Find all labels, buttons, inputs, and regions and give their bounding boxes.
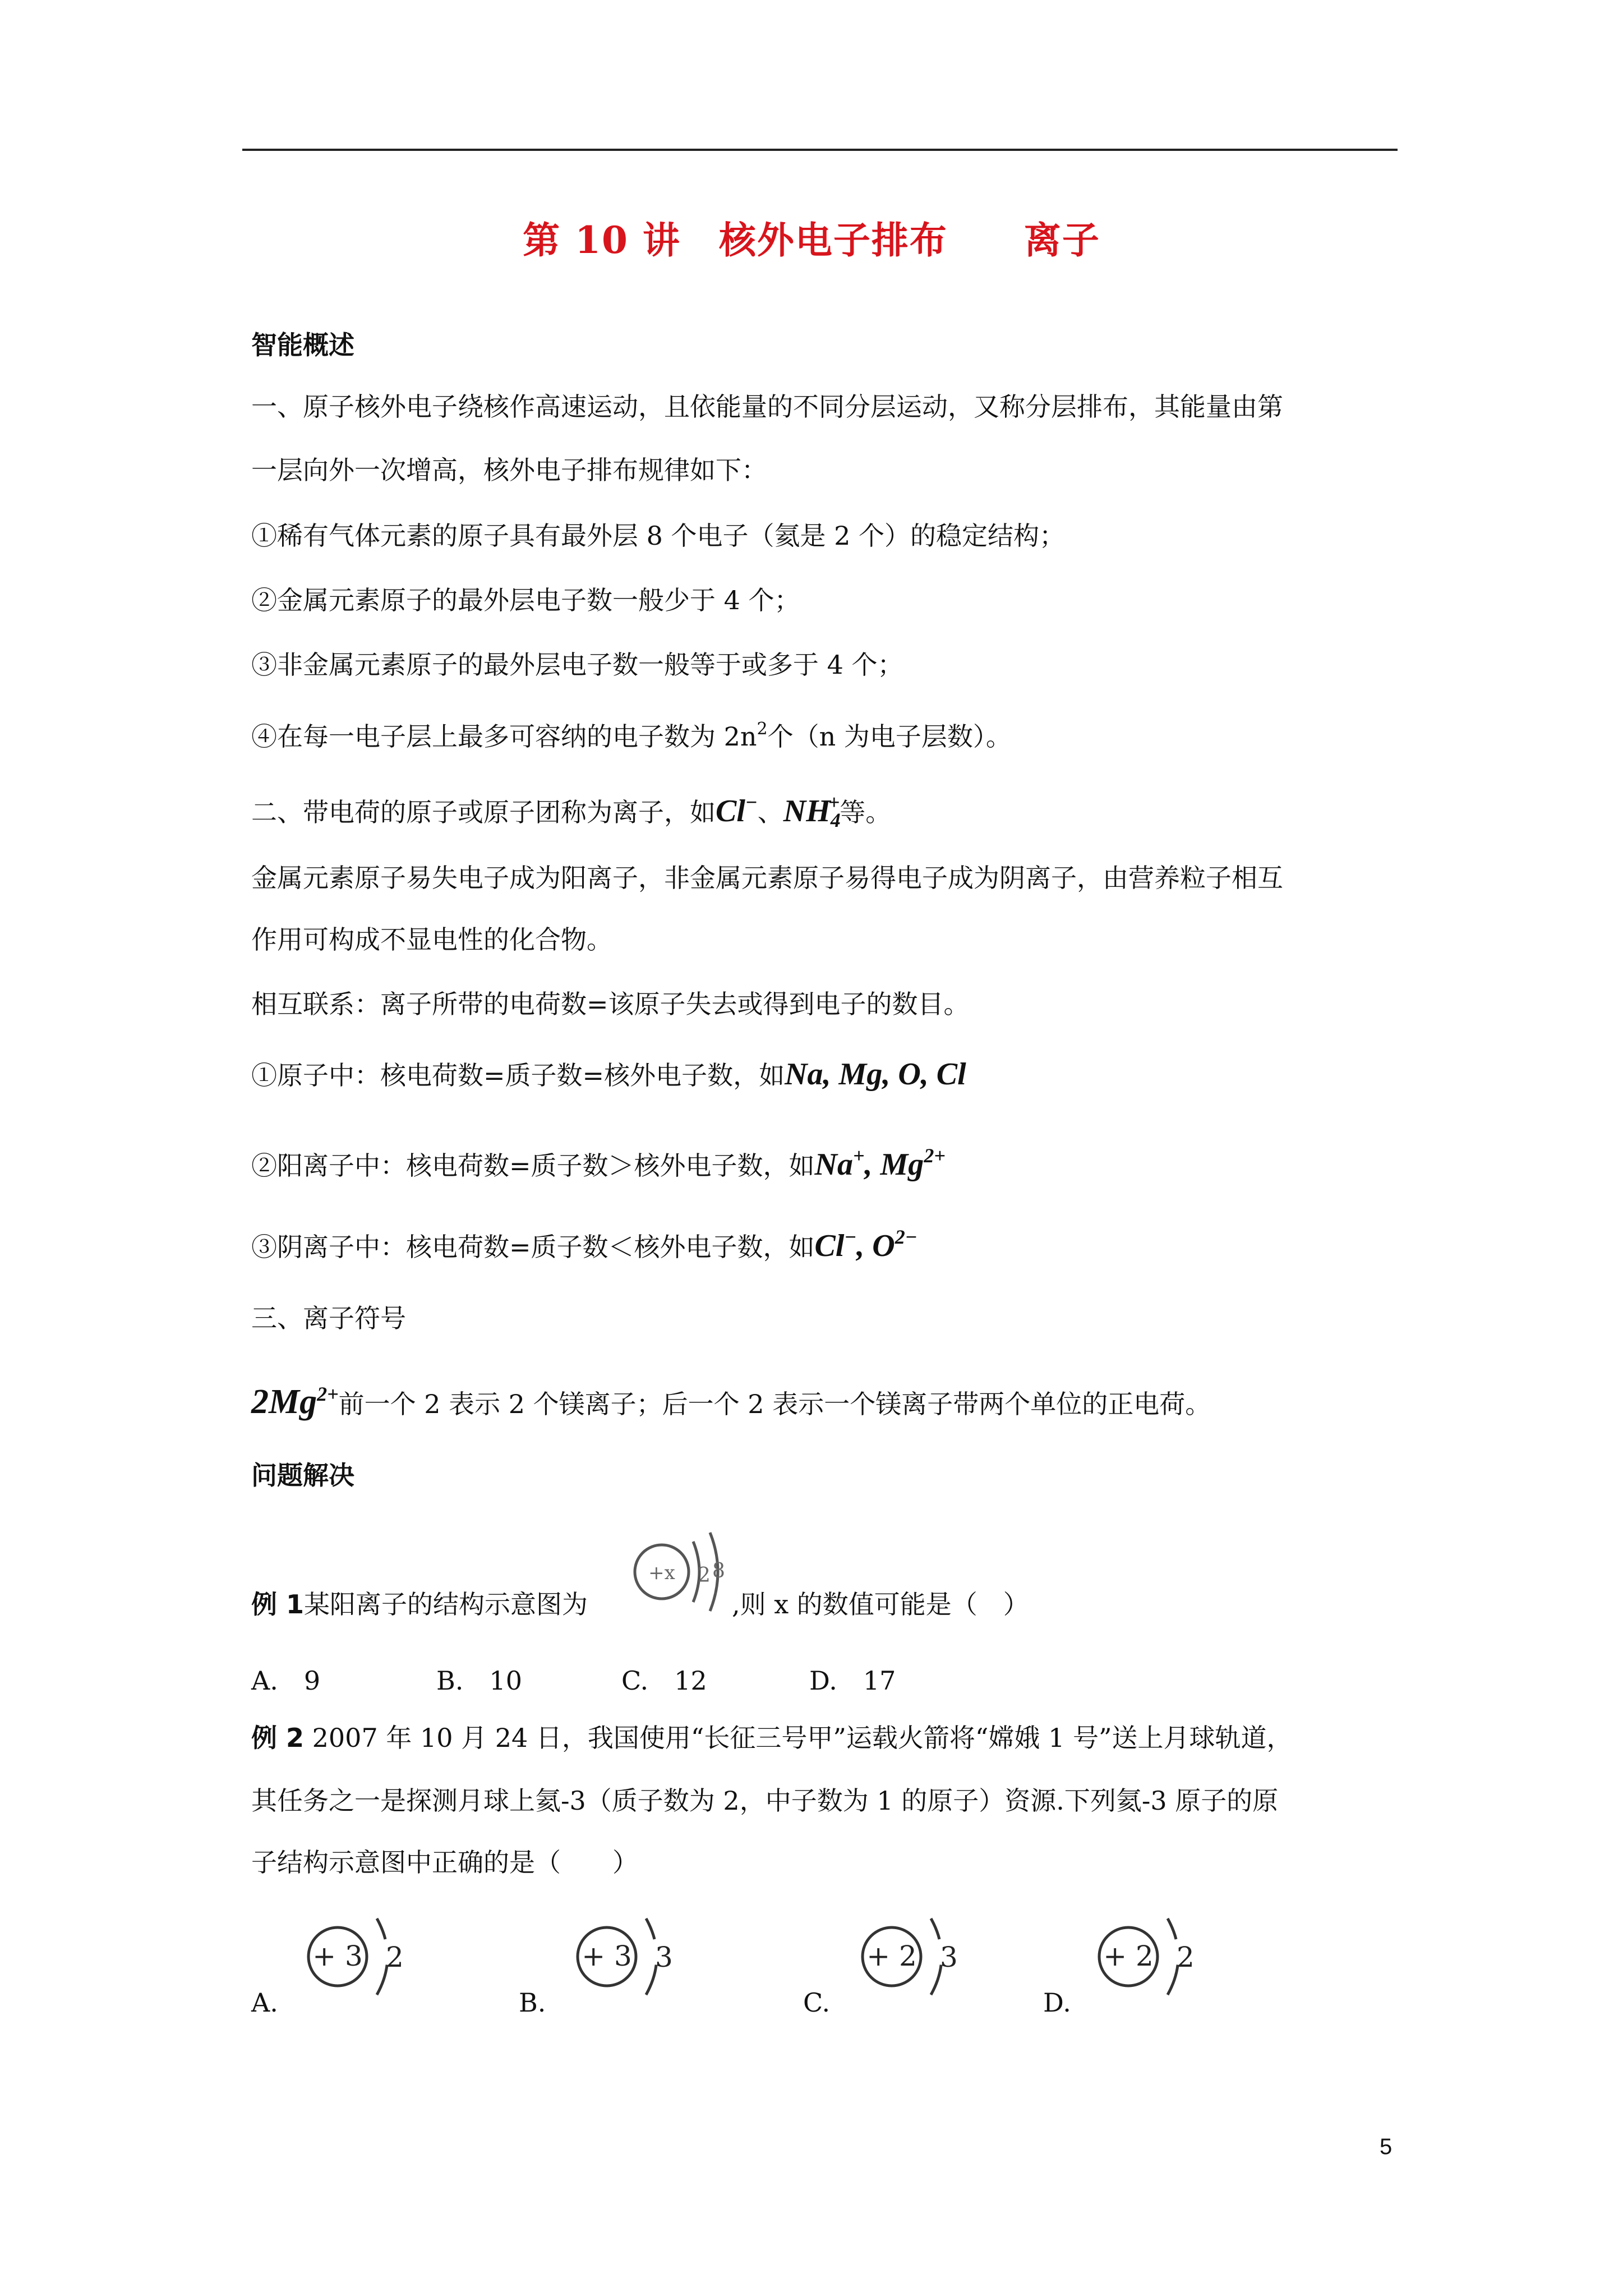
ex1-option-a[interactable]: A. 9	[251, 1665, 321, 1696]
paragraph-1b: 一层向外一次增高，核外电子排布规律如下：	[251, 455, 767, 485]
example-2-text: 2007 年 10 月 24 日，我国使用“长征三号甲”运载火箭将“嫦娥 1 号”送上月球轨道，	[304, 1723, 1293, 1753]
paragraph-3a: 金属元素原子易失电子成为阳离子，非金属元素原子易得电子成为阴离子，由营养粒子相互	[251, 863, 1283, 893]
atom-rule-text: ①原子中：核电荷数=质子数=核外电子数，如	[251, 1060, 785, 1091]
example-1-text: 某阳离子的结构示意图为	[304, 1589, 588, 1619]
ex1-nucleus-label: +x	[648, 1562, 675, 1584]
ion-definition-text: 二、带电荷的原子或原子团称为离子，如	[251, 797, 716, 827]
ammonium-ion: $NH_4^+$	[783, 791, 841, 831]
page-number: 5	[1380, 2134, 1393, 2159]
ex2-option-d-diagram[interactable]	[1094, 1907, 1206, 2014]
ion-symbol-explanation: 前一个 2 表示 2 个镁离子；后一个 2 表示一个镁离子带两个单位的正电荷。	[338, 1389, 1211, 1419]
example-2-line-3: 子结构示意图中正确的是（ ）	[251, 1847, 638, 1878]
anion-rule-text: ③阴离子中：核电荷数=质子数＜核外电子数，如	[251, 1232, 815, 1262]
rule-1: ①稀有气体元素的原子具有最外层 8 个电子（氦是 2 个）的稳定结构；	[251, 521, 1066, 551]
atom-rule	[251, 1057, 966, 1092]
cation-examples: Na+, $Mg^{2+}$	[814, 1144, 946, 1182]
ex2-option-c-label[interactable]: C.	[803, 1987, 831, 2018]
ex2-option-b-diagram[interactable]	[572, 1907, 684, 2014]
rule-4	[251, 712, 1012, 753]
mg-ion-symbol: $2Mg^{2+}$	[251, 1383, 339, 1421]
example-1-options	[251, 1660, 1261, 1694]
chloride-ion: Cl−	[716, 791, 758, 829]
ex2-option-a-diagram[interactable]	[303, 1907, 415, 2014]
ex2-a-nucleus: + 3	[312, 1940, 363, 1972]
ex2-b-nucleus: + 3	[582, 1940, 632, 1972]
ex1-option-b[interactable]: B. 10	[436, 1665, 522, 1696]
ex1-option-c[interactable]: C. 12	[621, 1665, 707, 1696]
overview-heading: 智能概述	[251, 330, 354, 360]
ex2-d-nucleus: + 2	[1103, 1940, 1154, 1972]
header-rule	[242, 149, 1398, 151]
page-title: 第 10 讲 核外电子排布 离子	[523, 218, 1100, 262]
rule-3: ③非金属元素原子的最外层电子数一般等于或多于 4 个；	[251, 650, 903, 680]
example-1-tail: ,则 x 的数值可能是（ ）	[732, 1589, 1029, 1619]
ex1-shell2-label: 8	[712, 1559, 725, 1582]
rule-4-exponent: 2	[757, 719, 768, 739]
ex2-d-electrons: 2	[1177, 1941, 1195, 1973]
cation-rule-text: ②阳离子中：核电荷数=质子数＞核外电子数，如	[251, 1151, 815, 1181]
ex2-option-b-label[interactable]: B.	[519, 1987, 546, 2018]
anion-rule	[251, 1220, 917, 1264]
rule-4-tail: 个（n 为电子层数）。	[767, 721, 1012, 752]
problem-heading: 问题解决	[251, 1460, 354, 1490]
example-1-label: 例 1	[251, 1589, 305, 1619]
ex2-a-electrons: 2	[386, 1941, 404, 1973]
section-3-title: 三、离子符号	[251, 1303, 406, 1333]
ex2-c-electrons: 3	[940, 1941, 958, 1973]
ion-symbol-example	[251, 1377, 1211, 1421]
rule-4-text: ④在每一电子层上最多可容纳的电子数为 2n	[251, 721, 757, 752]
ex2-b-electrons: 3	[655, 1941, 673, 1973]
paragraph-3b: 作用可构成不显电性的化合物。	[251, 924, 612, 955]
ion-definition: 二、带电荷的原子或原子团称为离子，如Cl−、$NH_4^+$等。	[251, 791, 892, 831]
example-2-line-1	[251, 1721, 1292, 1755]
example-1-ion-diagram	[627, 1526, 731, 1621]
ex1-option-d[interactable]: D. 17	[809, 1665, 896, 1696]
example-2-label: 例 2	[251, 1723, 305, 1753]
cation-rule	[251, 1139, 946, 1182]
ex2-option-d-label[interactable]: D.	[1043, 1987, 1071, 2018]
ex2-option-c-diagram[interactable]	[857, 1907, 969, 2014]
atom-examples: Na, Mg, O, Cl	[785, 1057, 966, 1092]
example-1-stem	[251, 1588, 588, 1621]
ex1-shell1-label: 2	[698, 1564, 711, 1587]
rule-2: ②金属元素原子的最外层电子数一般少于 4 个；	[251, 585, 800, 615]
anion-examples: Cl−, $O^{2-}$	[814, 1226, 917, 1263]
ion-definition-tail: 等。	[840, 797, 892, 827]
example-2-line-2: 其任务之一是探测月球上氦-3（质子数为 2，中子数为 1 的原子）资源.下列氦-3 原子的原	[251, 1786, 1279, 1816]
paragraph-1a: 一、原子核外电子绕核作高速运动，且依能量的不同分层运动，又称分层排布，其能量由第	[251, 392, 1283, 422]
ex2-option-a-label[interactable]: A.	[251, 1987, 278, 2018]
ex2-c-nucleus: + 2	[866, 1940, 917, 1972]
relation-text: 相互联系：离子所带的电荷数=该原子失去或得到电子的数目。	[251, 989, 970, 1019]
